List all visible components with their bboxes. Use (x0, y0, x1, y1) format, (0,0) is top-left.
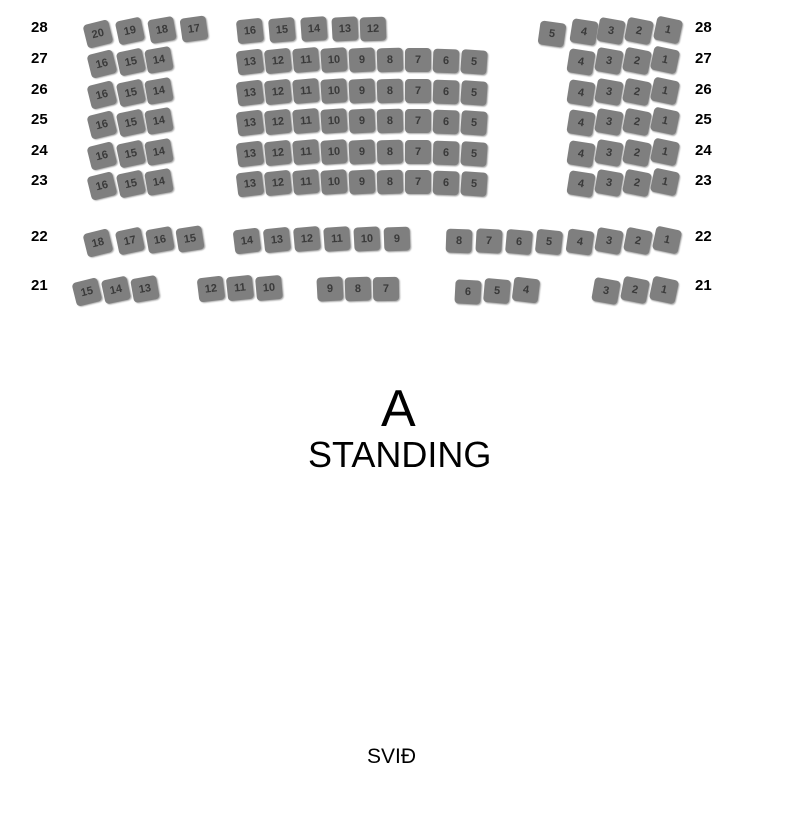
seat[interactable]: 12 (264, 109, 292, 136)
seat[interactable]: 4 (512, 277, 541, 304)
seat[interactable]: 12 (264, 79, 292, 106)
seat[interactable]: 2 (624, 17, 654, 46)
seat[interactable]: 12 (293, 226, 321, 252)
seat[interactable]: 9 (384, 227, 411, 252)
seat[interactable]: 3 (591, 277, 621, 305)
seat[interactable]: 11 (226, 275, 254, 302)
row-label: 25 (31, 111, 48, 128)
seat[interactable]: 12 (264, 48, 292, 75)
seat[interactable]: 7 (405, 79, 431, 103)
seat[interactable]: 14 (233, 228, 262, 255)
seat[interactable]: 15 (71, 277, 102, 307)
seat[interactable]: 16 (86, 110, 117, 140)
seat[interactable]: 7 (405, 109, 431, 133)
seat[interactable]: 19 (115, 17, 145, 46)
seat[interactable]: 11 (292, 108, 320, 134)
seat[interactable]: 14 (300, 16, 328, 42)
seat[interactable]: 11 (292, 139, 320, 165)
seat[interactable]: 16 (86, 49, 117, 79)
seat[interactable]: 9 (348, 78, 375, 103)
seat[interactable]: 5 (483, 278, 511, 304)
seat[interactable]: 9 (348, 139, 375, 164)
seat[interactable]: 17 (115, 227, 145, 256)
seat[interactable]: 2 (622, 78, 652, 107)
seat[interactable]: 2 (623, 227, 653, 256)
seat[interactable]: 11 (292, 78, 320, 104)
seat[interactable]: 3 (594, 47, 624, 75)
seat[interactable]: 12 (197, 276, 226, 303)
seat[interactable]: 1 (650, 46, 680, 75)
row-label: 23 (695, 172, 712, 189)
seat[interactable]: 8 (446, 229, 473, 254)
seat[interactable]: 16 (86, 80, 117, 110)
seat[interactable]: 6 (433, 49, 460, 74)
seat[interactable]: 16 (236, 18, 264, 45)
seat[interactable]: 13 (263, 227, 291, 254)
seat[interactable]: 4 (566, 48, 595, 76)
seat[interactable]: 8 (377, 79, 404, 104)
seat[interactable]: 7 (475, 228, 502, 253)
seat[interactable]: 18 (82, 228, 113, 258)
seat[interactable]: 15 (116, 170, 146, 199)
seat[interactable]: 1 (653, 16, 683, 45)
seat[interactable]: 6 (505, 229, 533, 255)
seat[interactable]: 17 (179, 15, 208, 42)
seat[interactable]: 14 (144, 46, 174, 74)
seat[interactable]: 15 (116, 48, 146, 77)
seat[interactable]: 3 (594, 78, 624, 106)
seat[interactable]: 1 (650, 77, 680, 106)
seat[interactable]: 6 (433, 80, 460, 105)
seat[interactable]: 15 (268, 17, 296, 43)
seat[interactable]: 1 (650, 168, 680, 197)
seat[interactable]: 8 (377, 170, 404, 195)
seat[interactable]: 14 (144, 77, 174, 105)
seat[interactable]: 2 (622, 169, 652, 198)
seat[interactable]: 14 (144, 107, 174, 135)
seat[interactable]: 2 (622, 108, 652, 137)
seat[interactable]: 1 (652, 226, 682, 255)
seat[interactable]: 7 (405, 170, 431, 194)
seat[interactable]: 5 (537, 20, 566, 47)
seat[interactable]: 12 (264, 170, 292, 197)
seat[interactable]: 5 (535, 229, 563, 256)
seat[interactable]: 5 (460, 49, 488, 75)
seat[interactable]: 2 (622, 47, 652, 76)
seat[interactable]: 6 (433, 171, 460, 196)
seat[interactable]: 11 (292, 169, 320, 195)
seat[interactable]: 1 (650, 138, 680, 167)
seat[interactable]: 9 (348, 47, 375, 72)
seat[interactable]: 16 (86, 141, 117, 171)
seat[interactable]: 13 (236, 110, 265, 137)
seat[interactable]: 10 (353, 226, 380, 251)
seat[interactable]: 9 (348, 108, 375, 133)
seat[interactable]: 13 (236, 141, 265, 168)
seat[interactable]: 9 (348, 169, 375, 194)
seat[interactable]: 11 (323, 226, 351, 252)
row-label: 27 (695, 50, 712, 67)
seat[interactable]: 10 (320, 169, 348, 195)
seat[interactable]: 3 (594, 169, 624, 197)
row-label: 26 (695, 81, 712, 98)
seat[interactable]: 13 (236, 171, 265, 198)
row-label: 26 (31, 81, 48, 98)
seat[interactable]: 14 (144, 138, 174, 166)
row-label: 21 (695, 277, 712, 294)
seat[interactable]: 13 (236, 49, 265, 76)
seat[interactable]: 3 (596, 17, 626, 45)
seat[interactable]: 5 (460, 80, 488, 106)
row-label: 28 (31, 19, 48, 36)
seat[interactable]: 10 (320, 78, 348, 104)
seat[interactable]: 2 (622, 139, 652, 168)
seat[interactable]: 5 (460, 141, 488, 167)
seat[interactable]: 11 (292, 47, 320, 73)
seat[interactable]: 10 (320, 139, 348, 165)
seat[interactable]: 5 (460, 110, 488, 136)
seat[interactable]: 3 (594, 108, 624, 136)
seat[interactable]: 12 (264, 140, 292, 167)
seat[interactable]: 6 (433, 110, 460, 135)
seat[interactable]: 7 (373, 277, 399, 301)
seat[interactable]: 8 (377, 48, 404, 73)
row-label: 22 (31, 228, 48, 245)
seat[interactable]: 12 (360, 17, 387, 42)
seat[interactable]: 6 (454, 279, 481, 304)
seat[interactable]: 13 (331, 16, 358, 41)
seat[interactable]: 4 (566, 79, 595, 107)
seat[interactable]: 18 (147, 16, 177, 44)
row-label: 24 (31, 142, 48, 159)
seat[interactable]: 8 (345, 277, 372, 302)
seat[interactable]: 14 (101, 276, 131, 305)
seat[interactable]: 1 (650, 107, 680, 136)
seat[interactable]: 3 (594, 227, 624, 255)
seat[interactable]: 1 (649, 276, 679, 305)
block-letter: A (381, 380, 416, 438)
seat[interactable]: 15 (116, 79, 146, 108)
seat[interactable]: 15 (116, 109, 146, 138)
seat[interactable]: 5 (460, 171, 488, 197)
row-label: 22 (695, 228, 712, 245)
seat[interactable]: 10 (320, 108, 348, 134)
row-label: 23 (31, 172, 48, 189)
seat[interactable]: 15 (175, 225, 204, 253)
seat[interactable]: 16 (145, 226, 175, 254)
seat[interactable]: 4 (565, 228, 594, 255)
seat[interactable]: 4 (566, 140, 595, 168)
seat[interactable]: 7 (405, 140, 431, 164)
seat[interactable]: 20 (82, 19, 113, 49)
seat[interactable]: 9 (316, 276, 343, 301)
row-label: 28 (695, 19, 712, 36)
seat[interactable]: 4 (569, 18, 598, 46)
row-label: 25 (695, 111, 712, 128)
seat[interactable]: 13 (236, 80, 265, 107)
seat[interactable]: 2 (620, 276, 650, 305)
seat[interactable]: 4 (566, 109, 595, 137)
seat[interactable]: 14 (144, 168, 174, 196)
row-label: 27 (31, 50, 48, 67)
seat[interactable]: 3 (594, 139, 624, 167)
seat[interactable]: 13 (130, 275, 160, 303)
seat[interactable]: 8 (377, 140, 404, 165)
seat[interactable]: 4 (566, 170, 595, 198)
seat[interactable]: 10 (255, 275, 283, 301)
seat[interactable]: 15 (116, 140, 146, 169)
stage-label: SVIÐ (367, 745, 417, 768)
row-label: 21 (31, 277, 48, 294)
seat[interactable]: 6 (433, 141, 460, 166)
seat[interactable]: 8 (377, 109, 404, 134)
seat[interactable]: 16 (86, 171, 117, 201)
seat[interactable]: 7 (405, 48, 431, 72)
seat[interactable]: 10 (320, 47, 348, 73)
block-name: STANDING (308, 434, 492, 475)
row-label: 24 (695, 142, 712, 159)
